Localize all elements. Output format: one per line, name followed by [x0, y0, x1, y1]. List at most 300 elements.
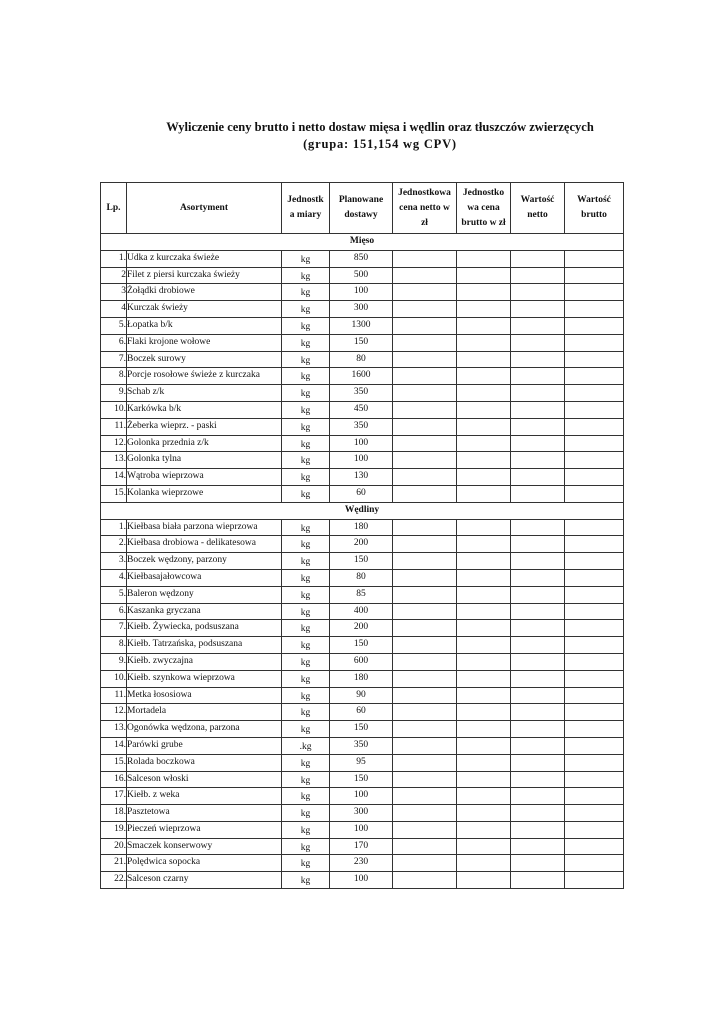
value-gross-cell [565, 351, 624, 368]
value-gross-cell [565, 653, 624, 670]
header-wartosc-brutto: Wartość brutto [565, 183, 624, 234]
table-row [101, 754, 624, 771]
unit-text: kg [300, 573, 311, 584]
table-row [101, 553, 624, 570]
value-gross-cell [565, 317, 624, 334]
unit-text: kg [300, 321, 311, 332]
table-row [101, 653, 624, 670]
table-row [101, 704, 624, 721]
product-name: Baleron wędzony [127, 586, 282, 603]
unit-of-measure [282, 586, 330, 603]
value-gross-cell [565, 267, 624, 284]
table-row [101, 855, 624, 872]
unit-price-net-cell [393, 452, 457, 469]
unit-price-net-cell [393, 771, 457, 788]
value-gross-cell [565, 368, 624, 385]
value-net-cell [511, 250, 565, 267]
unit-price-net-cell [393, 620, 457, 637]
product-name: Udka z kurczaka świeże [127, 250, 282, 267]
row-number: 10. [101, 670, 127, 687]
planned-quantity: 60 [330, 485, 393, 502]
row-number: 11. [101, 687, 127, 704]
unit-of-measure [282, 721, 330, 738]
unit-price-gross-cell [457, 301, 511, 318]
table-row [101, 670, 624, 687]
value-gross-cell [565, 586, 624, 603]
value-gross-cell [565, 553, 624, 570]
value-gross-cell [565, 485, 624, 502]
unit-of-measure [282, 317, 330, 334]
unit-of-measure [282, 267, 330, 284]
planned-quantity: 200 [330, 536, 393, 553]
header-row [101, 183, 624, 234]
product-name: Kiełb. zwyczajna [127, 653, 282, 670]
unit-text: kg [300, 691, 311, 702]
table-row [101, 435, 624, 452]
value-gross-cell [565, 519, 624, 536]
table-row [101, 586, 624, 603]
row-number: 9. [101, 385, 127, 402]
planned-quantity: 80 [330, 569, 393, 586]
unit-of-measure [282, 603, 330, 620]
unit-of-measure [282, 401, 330, 418]
value-gross-cell [565, 401, 624, 418]
product-name: Salceson włoski [127, 771, 282, 788]
row-number: 4. [101, 569, 127, 586]
unit-text: kg [300, 825, 311, 836]
unit-of-measure [282, 368, 330, 385]
unit-of-measure [282, 553, 330, 570]
unit-price-net-cell [393, 553, 457, 570]
value-net-cell [511, 334, 565, 351]
table-row [101, 821, 624, 838]
planned-quantity: 230 [330, 855, 393, 872]
product-name: Żołądki drobiowe [127, 284, 282, 301]
table-row [101, 351, 624, 368]
unit-text: kg [300, 557, 311, 568]
value-gross-cell [565, 704, 624, 721]
unit-text: kg [300, 775, 311, 786]
table-row [101, 620, 624, 637]
header-lp: Lp. [101, 183, 127, 234]
product-name: Kiełb. Żywiecka, podsuszana [127, 620, 282, 637]
planned-quantity: 100 [330, 788, 393, 805]
value-gross-cell [565, 250, 624, 267]
value-gross-cell [565, 670, 624, 687]
planned-quantity: 350 [330, 737, 393, 754]
row-number: 12. [101, 435, 127, 452]
unit-price-net-cell [393, 469, 457, 486]
value-net-cell [511, 586, 565, 603]
value-net-cell [511, 368, 565, 385]
planned-quantity: 80 [330, 351, 393, 368]
unit-price-net-cell [393, 737, 457, 754]
planned-quantity: 130 [330, 469, 393, 486]
unit-of-measure [282, 805, 330, 822]
value-net-cell [511, 569, 565, 586]
table-row [101, 401, 624, 418]
unit-text: kg [300, 405, 311, 416]
planned-quantity: 300 [330, 805, 393, 822]
unit-price-net-cell [393, 855, 457, 872]
row-number: 18. [101, 805, 127, 822]
value-gross-cell [565, 788, 624, 805]
row-number: 5. [101, 586, 127, 603]
product-name: Porcje rosołowe świeże z kurczaka [127, 368, 282, 385]
value-net-cell [511, 452, 565, 469]
planned-quantity: 500 [330, 267, 393, 284]
unit-price-net-cell [393, 637, 457, 654]
value-net-cell [511, 805, 565, 822]
unit-price-gross-cell [457, 754, 511, 771]
planned-quantity: 85 [330, 586, 393, 603]
unit-of-measure [282, 435, 330, 452]
row-number: 19. [101, 821, 127, 838]
unit-price-net-cell [393, 284, 457, 301]
unit-price-gross-cell [457, 737, 511, 754]
row-number: 5. [101, 317, 127, 334]
row-number: 17. [101, 788, 127, 805]
value-net-cell [511, 385, 565, 402]
planned-quantity: 100 [330, 821, 393, 838]
unit-of-measure [282, 687, 330, 704]
unit-text: kg [300, 355, 311, 366]
unit-text: kg [300, 674, 311, 685]
unit-of-measure [282, 469, 330, 486]
unit-price-gross-cell [457, 788, 511, 805]
planned-quantity: 100 [330, 435, 393, 452]
value-net-cell [511, 620, 565, 637]
price-table [100, 182, 624, 889]
table-row [101, 872, 624, 889]
planned-quantity: 150 [330, 637, 393, 654]
unit-of-measure [282, 704, 330, 721]
unit-text: kg [300, 876, 311, 887]
row-number: 4 [101, 301, 127, 318]
product-name: Karkówka b/k [127, 401, 282, 418]
unit-price-gross-cell [457, 805, 511, 822]
unit-price-gross-cell [457, 435, 511, 452]
table-row [101, 284, 624, 301]
product-name: Łopatka b/k [127, 317, 282, 334]
unit-text: kg [300, 473, 311, 484]
value-gross-cell [565, 821, 624, 838]
unit-price-net-cell [393, 250, 457, 267]
header-planowane-dostawy: Planowane dostawy [330, 183, 393, 234]
value-gross-cell [565, 452, 624, 469]
row-number: 2. [101, 536, 127, 553]
unit-price-net-cell [393, 788, 457, 805]
planned-quantity: 350 [330, 418, 393, 435]
unit-price-gross-cell [457, 250, 511, 267]
unit-price-gross-cell [457, 368, 511, 385]
row-number: 3 [101, 284, 127, 301]
unit-price-net-cell [393, 687, 457, 704]
unit-price-gross-cell [457, 620, 511, 637]
planned-quantity: 100 [330, 284, 393, 301]
unit-text: kg [300, 372, 311, 383]
unit-text: kg [300, 422, 311, 433]
product-name: Golonka tylna [127, 452, 282, 469]
table-row [101, 368, 624, 385]
unit-of-measure [282, 519, 330, 536]
unit-of-measure [282, 452, 330, 469]
table-row [101, 334, 624, 351]
value-gross-cell [565, 754, 624, 771]
value-net-cell [511, 435, 565, 452]
unit-price-net-cell [393, 569, 457, 586]
unit-text: kg [300, 792, 311, 803]
table-row [101, 771, 624, 788]
value-gross-cell [565, 603, 624, 620]
value-net-cell [511, 721, 565, 738]
unit-price-gross-cell [457, 687, 511, 704]
planned-quantity: 350 [330, 385, 393, 402]
unit-text: kg [300, 456, 311, 467]
product-name: Smaczek konserwowy [127, 838, 282, 855]
row-number: 3. [101, 553, 127, 570]
value-net-cell [511, 418, 565, 435]
unit-price-net-cell [393, 586, 457, 603]
row-number: 7. [101, 620, 127, 637]
section-heading: Mięso [101, 234, 624, 251]
unit-text: kg [300, 657, 311, 668]
value-gross-cell [565, 620, 624, 637]
unit-price-gross-cell [457, 351, 511, 368]
unit-price-gross-cell [457, 821, 511, 838]
row-number: 13. [101, 452, 127, 469]
value-net-cell [511, 536, 565, 553]
table-row [101, 469, 624, 486]
planned-quantity: 300 [330, 301, 393, 318]
value-net-cell [511, 351, 565, 368]
unit-of-measure [282, 855, 330, 872]
product-name: Żeberka wieprz. - paski [127, 418, 282, 435]
value-gross-cell [565, 469, 624, 486]
product-name: Kiełb. szynkowa wieprzowa [127, 670, 282, 687]
unit-text: kg [300, 540, 311, 551]
header-asortyment: Asortyment [127, 183, 282, 234]
unit-price-gross-cell [457, 569, 511, 586]
row-number: 8. [101, 637, 127, 654]
unit-price-net-cell [393, 704, 457, 721]
value-net-cell [511, 485, 565, 502]
unit-of-measure [282, 385, 330, 402]
value-gross-cell [565, 737, 624, 754]
unit-price-net-cell [393, 485, 457, 502]
unit-price-net-cell [393, 317, 457, 334]
product-name: Schab z/k [127, 385, 282, 402]
unit-of-measure [282, 838, 330, 855]
value-net-cell [511, 855, 565, 872]
value-gross-cell [565, 855, 624, 872]
product-name: Salceson czarny [127, 872, 282, 889]
unit-price-gross-cell [457, 385, 511, 402]
planned-quantity: 150 [330, 771, 393, 788]
row-number: 16. [101, 771, 127, 788]
product-name: Kiełbasajałowcowa [127, 569, 282, 586]
unit-text: kg [300, 271, 311, 282]
value-gross-cell [565, 569, 624, 586]
unit-text: kg [300, 439, 311, 450]
planned-quantity: 150 [330, 334, 393, 351]
value-net-cell [511, 637, 565, 654]
value-net-cell [511, 687, 565, 704]
product-name: Flaki krojone wołowe [127, 334, 282, 351]
unit-price-gross-cell [457, 485, 511, 502]
value-gross-cell [565, 838, 624, 855]
unit-price-gross-cell [457, 704, 511, 721]
value-net-cell [511, 284, 565, 301]
row-number: 14. [101, 737, 127, 754]
product-name: Kiełbasa drobiowa - delikatesowa [127, 536, 282, 553]
value-net-cell [511, 670, 565, 687]
table-row [101, 418, 624, 435]
unit-price-gross-cell [457, 401, 511, 418]
unit-text: kg [300, 842, 311, 853]
planned-quantity: 150 [330, 553, 393, 570]
value-net-cell [511, 401, 565, 418]
planned-quantity: 1300 [330, 317, 393, 334]
value-net-cell [511, 553, 565, 570]
product-name: Filet z piersi kurczaka świeży [127, 267, 282, 284]
unit-price-gross-cell [457, 519, 511, 536]
row-number: 14. [101, 469, 127, 486]
unit-of-measure [282, 418, 330, 435]
unit-price-net-cell [393, 519, 457, 536]
unit-price-gross-cell [457, 469, 511, 486]
document-title [100, 119, 660, 153]
unit-price-net-cell [393, 536, 457, 553]
product-name: Kiełb. z weka [127, 788, 282, 805]
header-cena-netto: Jednostkowa cena netto w zł [393, 183, 457, 234]
product-name: Polędwica sopocka [127, 855, 282, 872]
value-net-cell [511, 754, 565, 771]
unit-text: kg [300, 708, 311, 719]
header-cena-brutto: Jednostko wa cena brutto w zł [457, 183, 511, 234]
value-gross-cell [565, 418, 624, 435]
unit-price-net-cell [393, 401, 457, 418]
unit-text: kg [300, 590, 311, 601]
unit-price-gross-cell [457, 838, 511, 855]
value-gross-cell [565, 435, 624, 452]
value-net-cell [511, 267, 565, 284]
table-row [101, 267, 624, 284]
unit-price-gross-cell [457, 653, 511, 670]
section-row [101, 502, 624, 519]
unit-price-net-cell [393, 721, 457, 738]
table-row [101, 452, 624, 469]
unit-price-gross-cell [457, 553, 511, 570]
row-number: 21. [101, 855, 127, 872]
unit-of-measure [282, 334, 330, 351]
unit-price-net-cell [393, 872, 457, 889]
unit-of-measure [282, 301, 330, 318]
row-number: 15. [101, 754, 127, 771]
row-number: 13. [101, 721, 127, 738]
unit-of-measure [282, 872, 330, 889]
unit-of-measure [282, 821, 330, 838]
unit-text: kg [300, 338, 311, 349]
row-number: 7. [101, 351, 127, 368]
unit-price-gross-cell [457, 536, 511, 553]
row-number: 20. [101, 838, 127, 855]
unit-text: kg [300, 859, 311, 870]
unit-price-gross-cell [457, 334, 511, 351]
row-number: 1. [101, 519, 127, 536]
unit-text: kg [300, 758, 311, 769]
unit-of-measure [282, 737, 330, 754]
value-net-cell [511, 872, 565, 889]
value-gross-cell [565, 284, 624, 301]
table-row [101, 637, 624, 654]
planned-quantity: 850 [330, 250, 393, 267]
row-number: 6. [101, 603, 127, 620]
unit-price-net-cell [393, 301, 457, 318]
value-net-cell [511, 519, 565, 536]
row-number: 22. [101, 872, 127, 889]
table-row [101, 536, 624, 553]
unit-price-net-cell [393, 418, 457, 435]
row-number: 1. [101, 250, 127, 267]
unit-price-gross-cell [457, 872, 511, 889]
value-net-cell [511, 838, 565, 855]
table-row [101, 737, 624, 754]
unit-of-measure [282, 670, 330, 687]
row-number: 9. [101, 653, 127, 670]
unit-text: kg [300, 489, 311, 500]
value-net-cell [511, 469, 565, 486]
unit-price-gross-cell [457, 771, 511, 788]
table-row [101, 805, 624, 822]
planned-quantity: 180 [330, 519, 393, 536]
row-number: 10. [101, 401, 127, 418]
planned-quantity: 450 [330, 401, 393, 418]
title-line-2: (grupa: 151,154 wg CPV) [303, 137, 457, 151]
planned-quantity: 170 [330, 838, 393, 855]
unit-price-net-cell [393, 653, 457, 670]
unit-price-gross-cell [457, 317, 511, 334]
product-name: Kolanka wieprzowe [127, 485, 282, 502]
unit-price-net-cell [393, 334, 457, 351]
unit-price-net-cell [393, 821, 457, 838]
table-row [101, 485, 624, 502]
row-number: 11. [101, 418, 127, 435]
planned-quantity: 60 [330, 704, 393, 721]
table-row [101, 838, 624, 855]
header-wartosc-netto: Wartość netto [511, 183, 565, 234]
planned-quantity: 180 [330, 670, 393, 687]
value-gross-cell [565, 385, 624, 402]
unit-text: kg [300, 641, 311, 652]
table-row [101, 385, 624, 402]
unit-price-net-cell [393, 603, 457, 620]
unit-of-measure [282, 620, 330, 637]
unit-price-net-cell [393, 368, 457, 385]
value-net-cell [511, 737, 565, 754]
unit-text: kg [300, 305, 311, 316]
product-name: Golonka przednia z/k [127, 435, 282, 452]
unit-price-net-cell [393, 435, 457, 452]
product-name: Pieczeń wieprzowa [127, 821, 282, 838]
unit-price-gross-cell [457, 586, 511, 603]
table-row [101, 721, 624, 738]
table-row [101, 317, 624, 334]
unit-of-measure [282, 536, 330, 553]
table-row [101, 301, 624, 318]
product-name: Boczek wędzony, parzony [127, 553, 282, 570]
unit-of-measure [282, 788, 330, 805]
